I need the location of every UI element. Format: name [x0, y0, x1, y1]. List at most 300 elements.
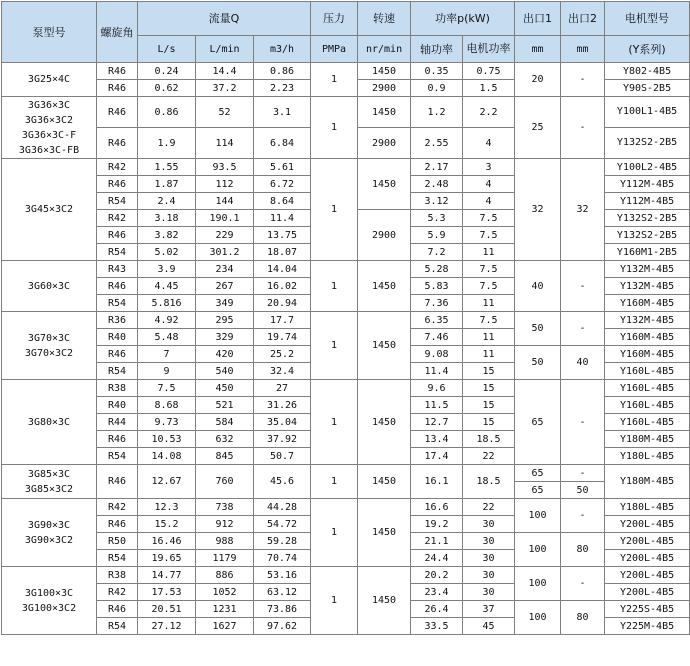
- flow-m3h-cell: 13.75: [254, 227, 311, 244]
- flow-ls-cell: 1.9: [138, 128, 196, 159]
- outlet1-cell: 100: [515, 601, 561, 635]
- outlet1-cell: 50: [515, 346, 561, 380]
- flow-lmin-cell: 349: [196, 295, 254, 312]
- speed-cell: 1450: [358, 261, 411, 312]
- outlet2-cell: -: [561, 465, 605, 482]
- flow-m3h-cell: 31.26: [254, 397, 311, 414]
- shaft-power-cell: 24.4: [411, 550, 463, 567]
- pressure-cell: 1: [311, 312, 358, 380]
- shaft-power-cell: 26.4: [411, 601, 463, 618]
- flow-ls-cell: 5.02: [138, 244, 196, 261]
- shaft-power-cell: 16.1: [411, 465, 463, 499]
- motor-model-cell: Y160L-4B5: [605, 363, 690, 380]
- shaft-power-cell: 16.6: [411, 499, 463, 516]
- speed-cell: 1450: [358, 380, 411, 465]
- flow-m3h-cell: 27: [254, 380, 311, 397]
- motor-power-cell: 15: [463, 414, 515, 431]
- motor-model-cell: Y112M-4B5: [605, 193, 690, 210]
- flow-m3h-cell: 0.86: [254, 63, 311, 80]
- flow-lmin-cell: 329: [196, 329, 254, 346]
- outlet1-cell: 25: [515, 97, 561, 159]
- flow-ls-cell: 7: [138, 346, 196, 363]
- flow-lmin-cell: 52: [196, 97, 254, 128]
- flow-lmin-cell: 584: [196, 414, 254, 431]
- flow-ls-cell: 5.48: [138, 329, 196, 346]
- motor-model-cell: Y160M-4B5: [605, 346, 690, 363]
- angle-cell: R54: [97, 363, 138, 380]
- shaft-power-cell: 2.17: [411, 159, 463, 176]
- header-unit-ls: L/s: [138, 36, 196, 63]
- pressure-cell: 1: [311, 380, 358, 465]
- flow-m3h-cell: 5.61: [254, 159, 311, 176]
- angle-cell: R46: [97, 278, 138, 295]
- motor-power-cell: 2.2: [463, 97, 515, 128]
- table-row: [2, 499, 690, 516]
- angle-cell: R42: [97, 499, 138, 516]
- shaft-power-cell: 7.36: [411, 295, 463, 312]
- motor-model-cell: Y100L2-4B5: [605, 159, 690, 176]
- model-cell: 3G90×3C 3G90×3C2: [2, 499, 97, 567]
- flow-m3h-cell: 63.12: [254, 584, 311, 601]
- flow-ls-cell: 4.92: [138, 312, 196, 329]
- flow-m3h-cell: 6.72: [254, 176, 311, 193]
- flow-m3h-cell: 97.62: [254, 618, 311, 635]
- outlet2-cell: -: [561, 380, 605, 465]
- flow-ls-cell: 9: [138, 363, 196, 380]
- shaft-power-cell: 13.4: [411, 431, 463, 448]
- table-body: [2, 63, 690, 635]
- motor-power-cell: 22: [463, 448, 515, 465]
- outlet2-cell: 80: [561, 601, 605, 635]
- header-outlet2: 出口2: [561, 2, 605, 36]
- flow-ls-cell: 2.4: [138, 193, 196, 210]
- flow-ls-cell: 7.5: [138, 380, 196, 397]
- motor-power-cell: 1.5: [463, 80, 515, 97]
- pressure-cell: 1: [311, 159, 358, 261]
- motor-power-cell: 7.5: [463, 278, 515, 295]
- motor-model-cell: Y180L-4B5: [605, 448, 690, 465]
- flow-ls-cell: 3.82: [138, 227, 196, 244]
- motor-model-cell: Y160M-4B5: [605, 329, 690, 346]
- flow-ls-cell: 8.68: [138, 397, 196, 414]
- pressure-cell: 1: [311, 465, 358, 499]
- motor-power-cell: 4: [463, 128, 515, 159]
- angle-cell: R46: [97, 80, 138, 97]
- flow-m3h-cell: 54.72: [254, 516, 311, 533]
- shaft-power-cell: 0.35: [411, 63, 463, 80]
- shaft-power-cell: 5.9: [411, 227, 463, 244]
- flow-ls-cell: 14.08: [138, 448, 196, 465]
- shaft-power-cell: 9.6: [411, 380, 463, 397]
- angle-cell: R46: [97, 601, 138, 618]
- angle-cell: R46: [97, 128, 138, 159]
- motor-model-cell: Y112M-4B5: [605, 176, 690, 193]
- angle-cell: R46: [97, 431, 138, 448]
- flow-ls-cell: 3.18: [138, 210, 196, 227]
- angle-cell: R46: [97, 465, 138, 499]
- table-row: [2, 261, 690, 278]
- flow-lmin-cell: 112: [196, 176, 254, 193]
- outlet2-cell: 40: [561, 346, 605, 380]
- motor-power-cell: 11: [463, 346, 515, 363]
- flow-lmin-cell: 760: [196, 465, 254, 499]
- outlet2-cell: -: [561, 312, 605, 346]
- shaft-power-cell: 20.2: [411, 567, 463, 584]
- flow-lmin-cell: 1179: [196, 550, 254, 567]
- flow-m3h-cell: 37.92: [254, 431, 311, 448]
- outlet2-cell: -: [561, 261, 605, 312]
- motor-model-cell: Y132M-4B5: [605, 278, 690, 295]
- header-outlet1: 出口1: [515, 2, 561, 36]
- model-cell: 3G80×3C: [2, 380, 97, 465]
- shaft-power-cell: 7.46: [411, 329, 463, 346]
- motor-model-cell: Y90S-2B5: [605, 80, 690, 97]
- motor-power-cell: 18.5: [463, 431, 515, 448]
- motor-model-cell: Y200L-4B5: [605, 533, 690, 550]
- angle-cell: R54: [97, 550, 138, 567]
- speed-cell: 2900: [358, 210, 411, 261]
- flow-m3h-cell: 59.28: [254, 533, 311, 550]
- flow-m3h-cell: 44.28: [254, 499, 311, 516]
- outlet1-cell: 100: [515, 533, 561, 567]
- flow-lmin-cell: 229: [196, 227, 254, 244]
- shaft-power-cell: 5.28: [411, 261, 463, 278]
- model-cell: 3G45×3C2: [2, 159, 97, 261]
- motor-power-cell: 7.5: [463, 210, 515, 227]
- flow-m3h-cell: 6.84: [254, 128, 311, 159]
- shaft-power-cell: 11.4: [411, 363, 463, 380]
- flow-lmin-cell: 37.2: [196, 80, 254, 97]
- motor-model-cell: Y132S2-2B5: [605, 210, 690, 227]
- motor-power-cell: 15: [463, 363, 515, 380]
- outlet2-cell: 32: [561, 159, 605, 261]
- shaft-power-cell: 5.83: [411, 278, 463, 295]
- outlet1-cell: 65: [515, 380, 561, 465]
- pressure-cell: 1: [311, 63, 358, 97]
- motor-power-cell: 0.75: [463, 63, 515, 80]
- header-shaft-power: 轴功率: [411, 36, 463, 63]
- shaft-power-cell: 0.9: [411, 80, 463, 97]
- angle-cell: R42: [97, 584, 138, 601]
- header-motor-series: (Y系列): [605, 36, 690, 63]
- motor-model-cell: Y160M1-2B5: [605, 244, 690, 261]
- flow-ls-cell: 9.73: [138, 414, 196, 431]
- angle-cell: R50: [97, 533, 138, 550]
- flow-lmin-cell: 1231: [196, 601, 254, 618]
- table-row: [2, 465, 690, 482]
- outlet1-cell: 50: [515, 312, 561, 346]
- outlet1-cell: 100: [515, 499, 561, 533]
- flow-m3h-cell: 11.4: [254, 210, 311, 227]
- outlet1-cell: 20: [515, 63, 561, 97]
- flow-m3h-cell: 18.07: [254, 244, 311, 261]
- outlet1-cell: 100: [515, 567, 561, 601]
- motor-model-cell: Y100L1-4B5: [605, 97, 690, 128]
- shaft-power-cell: 9.08: [411, 346, 463, 363]
- angle-cell: R54: [97, 295, 138, 312]
- flow-ls-cell: 14.77: [138, 567, 196, 584]
- header-unit-rmin: nr/min: [358, 36, 411, 63]
- speed-cell: 1450: [358, 312, 411, 380]
- angle-cell: R38: [97, 380, 138, 397]
- angle-cell: R54: [97, 448, 138, 465]
- flow-m3h-cell: 73.86: [254, 601, 311, 618]
- motor-power-cell: 18.5: [463, 465, 515, 499]
- motor-model-cell: Y160L-4B5: [605, 380, 690, 397]
- flow-ls-cell: 1.55: [138, 159, 196, 176]
- header-motor: 电机型号: [605, 2, 690, 36]
- header-power: 功率p(kW): [411, 2, 515, 36]
- flow-lmin-cell: 295: [196, 312, 254, 329]
- shaft-power-cell: 21.1: [411, 533, 463, 550]
- header-pressure: 压力: [311, 2, 358, 36]
- flow-lmin-cell: 988: [196, 533, 254, 550]
- outlet2-cell: 80: [561, 533, 605, 567]
- table-row: [2, 97, 690, 128]
- flow-lmin-cell: 632: [196, 431, 254, 448]
- flow-ls-cell: 16.46: [138, 533, 196, 550]
- angle-cell: R40: [97, 397, 138, 414]
- model-cell: 3G100×3C 3G100×3C2: [2, 567, 97, 635]
- shaft-power-cell: 7.2: [411, 244, 463, 261]
- pressure-cell: 1: [311, 567, 358, 635]
- speed-cell: 1450: [358, 499, 411, 567]
- motor-model-cell: Y132M-4B5: [605, 312, 690, 329]
- motor-model-cell: Y160M-4B5: [605, 295, 690, 312]
- flow-m3h-cell: 50.7: [254, 448, 311, 465]
- speed-cell: 1450: [358, 567, 411, 635]
- table-row: [2, 567, 690, 584]
- shaft-power-cell: 5.3: [411, 210, 463, 227]
- flow-ls-cell: 20.51: [138, 601, 196, 618]
- motor-model-cell: Y180M-4B5: [605, 465, 690, 499]
- motor-model-cell: Y225S-4B5: [605, 601, 690, 618]
- header-unit-lmin: L/min: [196, 36, 254, 63]
- outlet2-cell: -: [561, 63, 605, 97]
- shaft-power-cell: 3.12: [411, 193, 463, 210]
- motor-power-cell: 30: [463, 550, 515, 567]
- motor-model-cell: Y200L-4B5: [605, 584, 690, 601]
- outlet2-cell: -: [561, 97, 605, 159]
- motor-model-cell: Y160L-4B5: [605, 397, 690, 414]
- motor-model-cell: Y132S2-2B5: [605, 227, 690, 244]
- motor-power-cell: 4: [463, 193, 515, 210]
- outlet2-cell: -: [561, 567, 605, 601]
- angle-cell: R46: [97, 227, 138, 244]
- angle-cell: R42: [97, 210, 138, 227]
- motor-power-cell: 22: [463, 499, 515, 516]
- flow-ls-cell: 15.2: [138, 516, 196, 533]
- flow-m3h-cell: 25.2: [254, 346, 311, 363]
- motor-model-cell: Y132M-4B5: [605, 261, 690, 278]
- flow-ls-cell: 4.45: [138, 278, 196, 295]
- flow-m3h-cell: 70.74: [254, 550, 311, 567]
- pump-spec-table: [1, 1, 690, 635]
- flow-ls-cell: 1.87: [138, 176, 196, 193]
- shaft-power-cell: 2.55: [411, 128, 463, 159]
- angle-cell: R46: [97, 63, 138, 80]
- model-cell: 3G60×3C: [2, 261, 97, 312]
- motor-model-cell: Y200L-4B5: [605, 567, 690, 584]
- angle-cell: R42: [97, 159, 138, 176]
- flow-m3h-cell: 20.94: [254, 295, 311, 312]
- motor-power-cell: 7.5: [463, 312, 515, 329]
- table-row: [2, 312, 690, 329]
- header-unit-mpa: PMPa: [311, 36, 358, 63]
- flow-ls-cell: 3.9: [138, 261, 196, 278]
- speed-cell: 2900: [358, 80, 411, 97]
- outlet1-cell: 32: [515, 159, 561, 261]
- flow-lmin-cell: 540: [196, 363, 254, 380]
- flow-lmin-cell: 114: [196, 128, 254, 159]
- motor-model-cell: Y180L-4B5: [605, 499, 690, 516]
- shaft-power-cell: 17.4: [411, 448, 463, 465]
- flow-lmin-cell: 267: [196, 278, 254, 295]
- motor-model-cell: Y132S2-2B5: [605, 128, 690, 159]
- flow-m3h-cell: 19.74: [254, 329, 311, 346]
- shaft-power-cell: 12.7: [411, 414, 463, 431]
- angle-cell: R54: [97, 618, 138, 635]
- outlet1-cell: 65: [515, 482, 561, 499]
- speed-cell: 1450: [358, 97, 411, 128]
- flow-lmin-cell: 144: [196, 193, 254, 210]
- shaft-power-cell: 2.48: [411, 176, 463, 193]
- outlet1-cell: 65: [515, 465, 561, 482]
- flow-lmin-cell: 301.2: [196, 244, 254, 261]
- speed-cell: 1450: [358, 465, 411, 499]
- table-row: [2, 63, 690, 80]
- flow-lmin-cell: 14.4: [196, 63, 254, 80]
- flow-lmin-cell: 450: [196, 380, 254, 397]
- flow-lmin-cell: 521: [196, 397, 254, 414]
- flow-m3h-cell: 2.23: [254, 80, 311, 97]
- flow-ls-cell: 12.3: [138, 499, 196, 516]
- flow-lmin-cell: 420: [196, 346, 254, 363]
- header-unit-mm1: mm: [515, 36, 561, 63]
- table-row: [2, 380, 690, 397]
- speed-cell: 1450: [358, 63, 411, 80]
- flow-ls-cell: 0.86: [138, 97, 196, 128]
- outlet2-cell: 50: [561, 482, 605, 499]
- model-cell: 3G25×4C: [2, 63, 97, 97]
- angle-cell: R40: [97, 329, 138, 346]
- angle-cell: R36: [97, 312, 138, 329]
- shaft-power-cell: 19.2: [411, 516, 463, 533]
- speed-cell: 1450: [358, 159, 411, 210]
- header-impeller: 螺旋角: [97, 2, 138, 63]
- flow-ls-cell: 27.12: [138, 618, 196, 635]
- motor-power-cell: 45: [463, 618, 515, 635]
- header-motor-power: 电机功率: [463, 36, 515, 63]
- flow-m3h-cell: 16.02: [254, 278, 311, 295]
- motor-power-cell: 11: [463, 329, 515, 346]
- shaft-power-cell: 23.4: [411, 584, 463, 601]
- motor-model-cell: Y200L-4B5: [605, 550, 690, 567]
- motor-power-cell: 30: [463, 567, 515, 584]
- outlet1-cell: 40: [515, 261, 561, 312]
- motor-model-cell: Y200L-4B5: [605, 516, 690, 533]
- motor-power-cell: 11: [463, 295, 515, 312]
- motor-power-cell: 7.5: [463, 261, 515, 278]
- angle-cell: R46: [97, 346, 138, 363]
- flow-lmin-cell: 845: [196, 448, 254, 465]
- flow-m3h-cell: 17.7: [254, 312, 311, 329]
- flow-ls-cell: 19.65: [138, 550, 196, 567]
- flow-m3h-cell: 32.4: [254, 363, 311, 380]
- table-header: [2, 2, 690, 63]
- flow-ls-cell: 5.816: [138, 295, 196, 312]
- flow-lmin-cell: 738: [196, 499, 254, 516]
- motor-power-cell: 3: [463, 159, 515, 176]
- angle-cell: R46: [97, 516, 138, 533]
- outlet2-cell: -: [561, 499, 605, 533]
- flow-lmin-cell: 93.5: [196, 159, 254, 176]
- flow-lmin-cell: 886: [196, 567, 254, 584]
- angle-cell: R46: [97, 176, 138, 193]
- angle-cell: R54: [97, 244, 138, 261]
- flow-ls-cell: 0.62: [138, 80, 196, 97]
- header-unit-mm2: mm: [561, 36, 605, 63]
- pressure-cell: 1: [311, 499, 358, 567]
- motor-model-cell: Y802-4B5: [605, 63, 690, 80]
- motor-power-cell: 30: [463, 584, 515, 601]
- flow-m3h-cell: 8.64: [254, 193, 311, 210]
- header-unit-m3h: m3/h: [254, 36, 311, 63]
- shaft-power-cell: 1.2: [411, 97, 463, 128]
- flow-lmin-cell: 1052: [196, 584, 254, 601]
- angle-cell: R43: [97, 261, 138, 278]
- angle-cell: R38: [97, 567, 138, 584]
- motor-power-cell: 11: [463, 244, 515, 261]
- pressure-cell: 1: [311, 97, 358, 159]
- flow-ls-cell: 0.24: [138, 63, 196, 80]
- flow-m3h-cell: 53.16: [254, 567, 311, 584]
- model-cell: 3G36×3C 3G36×3C2 3G36×3C-F 3G36×3C-FB: [2, 97, 97, 159]
- header-speed: 转速: [358, 2, 411, 36]
- header-flow: 流量Q: [138, 2, 311, 36]
- motor-model-cell: Y160L-4B5: [605, 414, 690, 431]
- flow-ls-cell: 12.67: [138, 465, 196, 499]
- angle-cell: R46: [97, 97, 138, 128]
- motor-power-cell: 4: [463, 176, 515, 193]
- pressure-cell: 1: [311, 261, 358, 312]
- motor-power-cell: 30: [463, 516, 515, 533]
- model-cell: 3G85×3C 3G85×3C2: [2, 465, 97, 499]
- flow-lmin-cell: 1627: [196, 618, 254, 635]
- flow-lmin-cell: 190.1: [196, 210, 254, 227]
- angle-cell: R54: [97, 193, 138, 210]
- flow-ls-cell: 17.53: [138, 584, 196, 601]
- shaft-power-cell: 33.5: [411, 618, 463, 635]
- shaft-power-cell: 6.35: [411, 312, 463, 329]
- motor-power-cell: 15: [463, 397, 515, 414]
- speed-cell: 2900: [358, 128, 411, 159]
- flow-m3h-cell: 35.04: [254, 414, 311, 431]
- motor-model-cell: Y225M-4B5: [605, 618, 690, 635]
- motor-model-cell: Y180M-4B5: [605, 431, 690, 448]
- motor-power-cell: 30: [463, 533, 515, 550]
- header-model: 泵型号: [2, 2, 97, 63]
- table-row: [2, 159, 690, 176]
- flow-ls-cell: 10.53: [138, 431, 196, 448]
- model-cell: 3G70×3C 3G70×3C2: [2, 312, 97, 380]
- motor-power-cell: 7.5: [463, 227, 515, 244]
- angle-cell: R44: [97, 414, 138, 431]
- flow-m3h-cell: 14.04: [254, 261, 311, 278]
- flow-m3h-cell: 45.6: [254, 465, 311, 499]
- flow-lmin-cell: 912: [196, 516, 254, 533]
- motor-power-cell: 37: [463, 601, 515, 618]
